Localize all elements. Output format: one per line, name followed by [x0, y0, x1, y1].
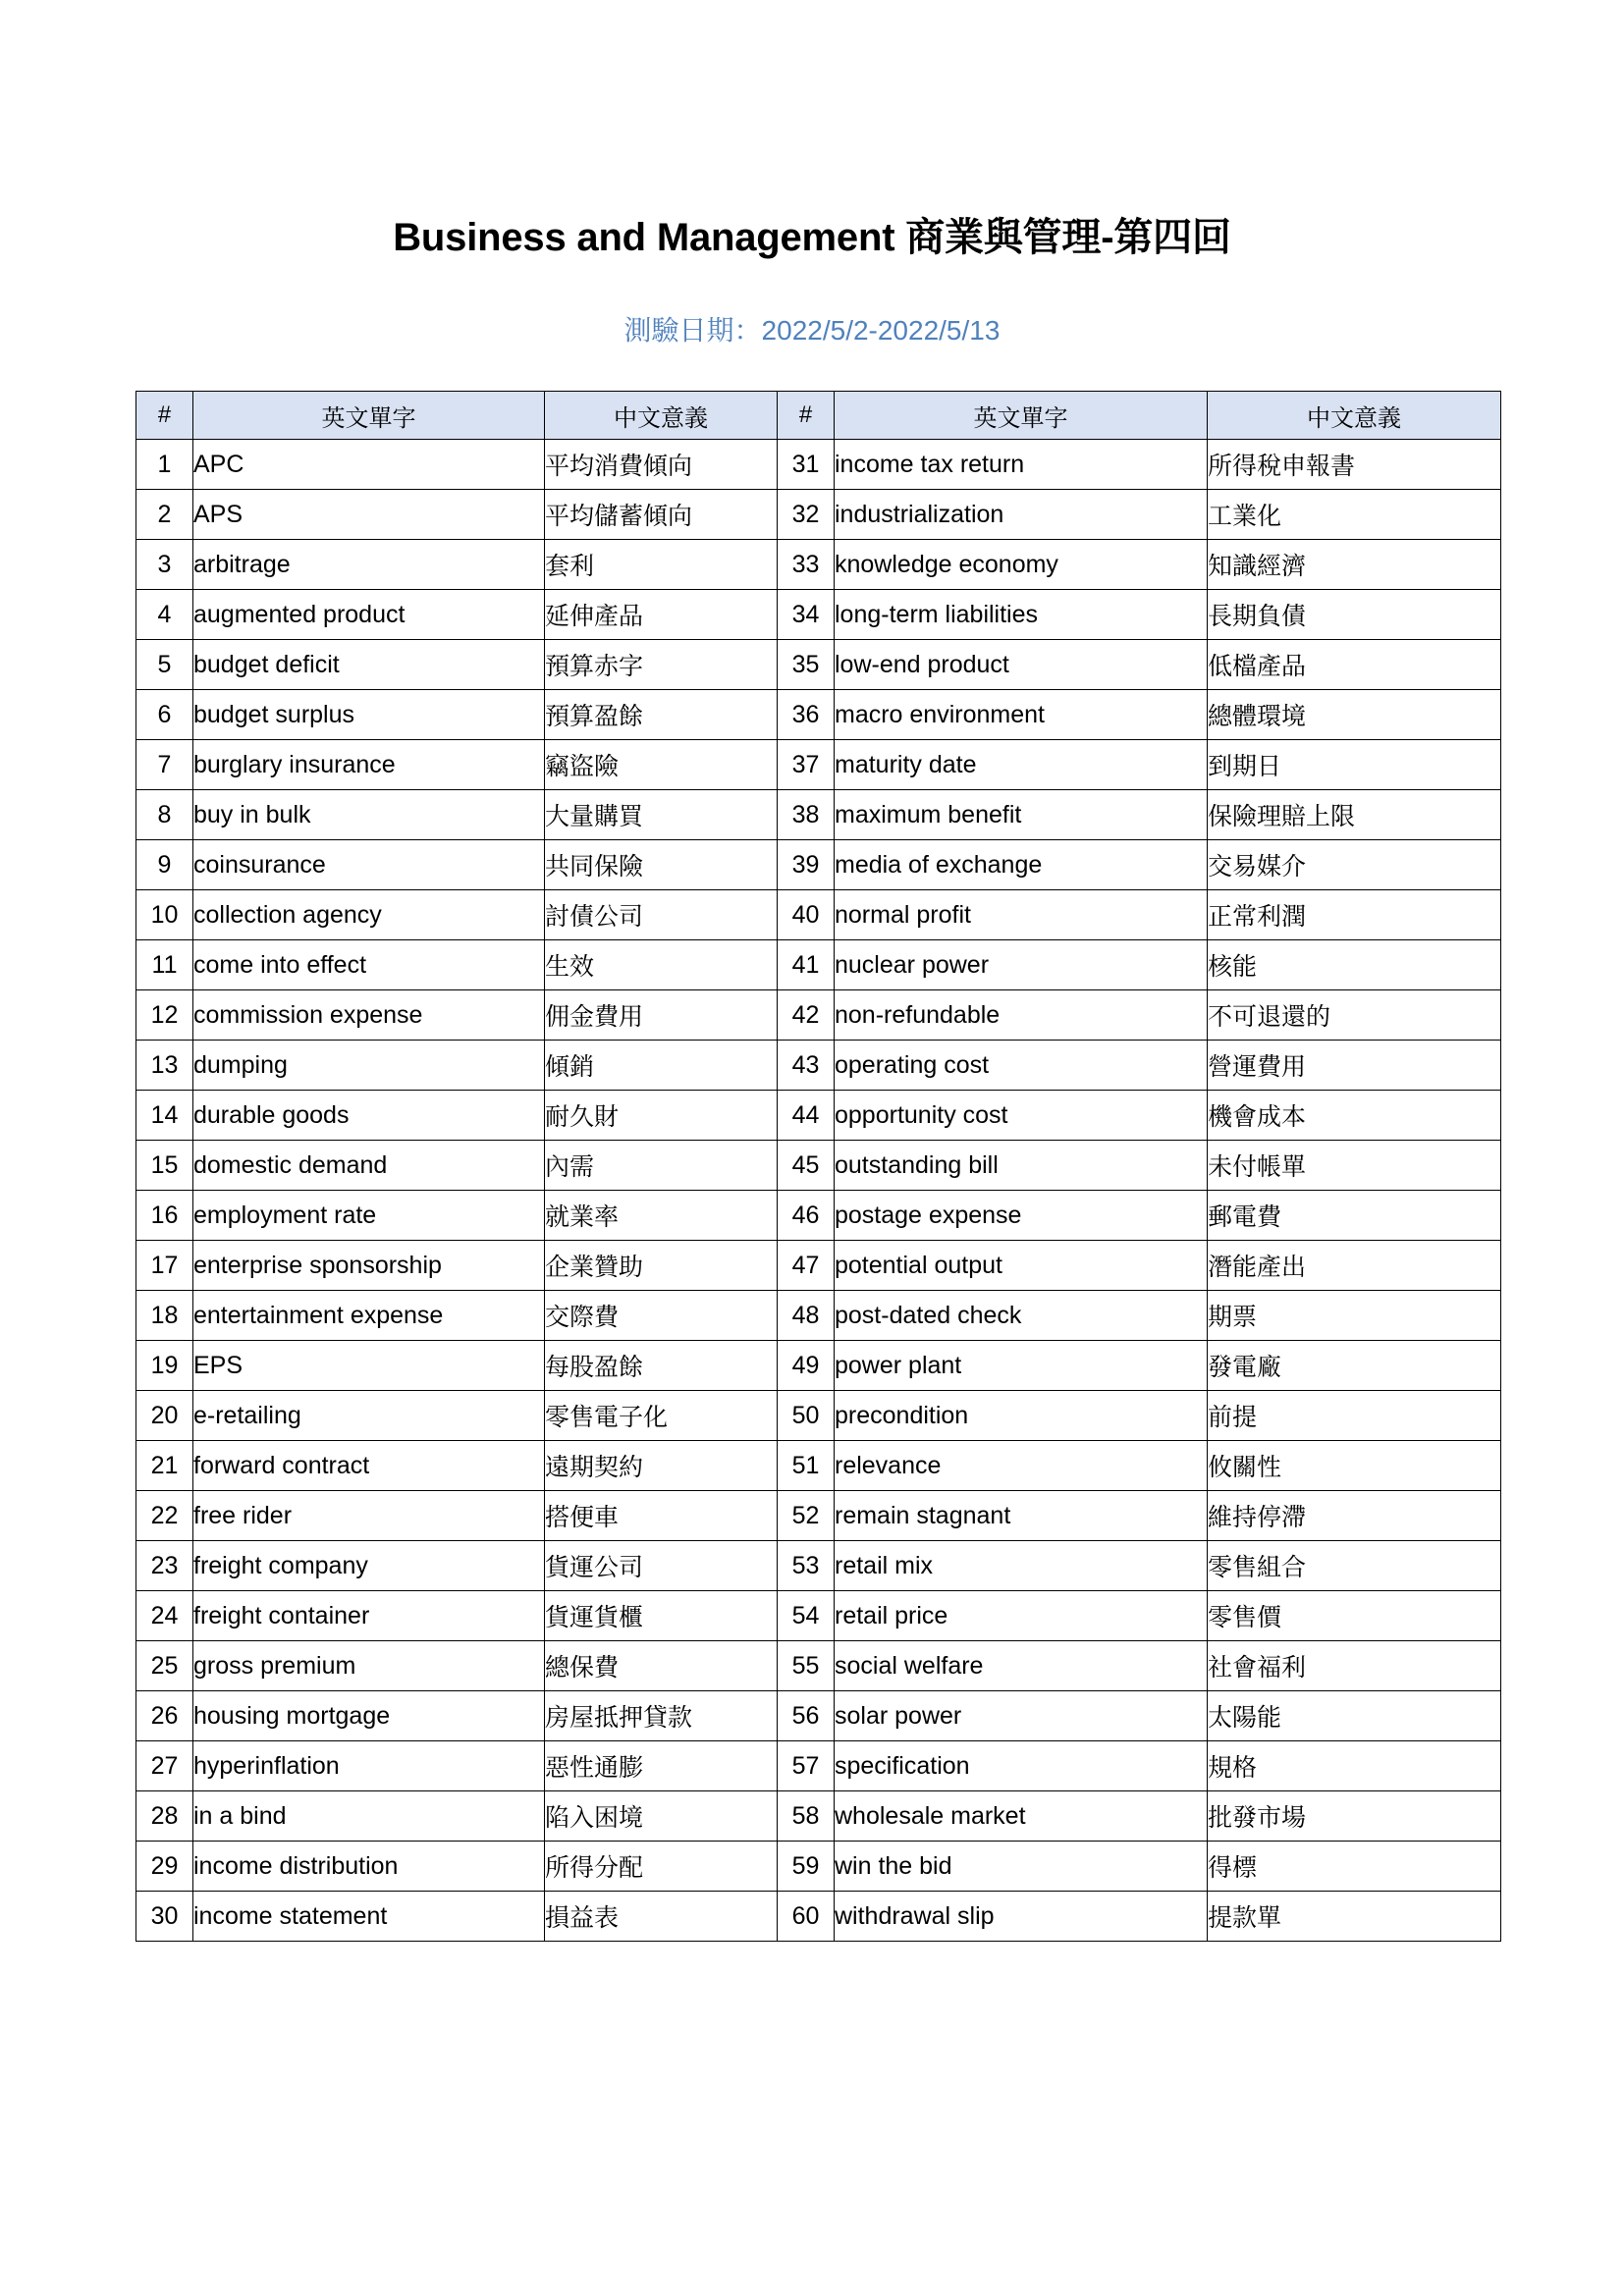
cell-index-right: 53	[778, 1541, 835, 1591]
cell-index-right: 36	[778, 690, 835, 740]
cell-index-left: 24	[136, 1591, 193, 1641]
cell-chinese-left: 每股盈餘	[545, 1341, 778, 1391]
cell-english-left: gross premium	[193, 1641, 545, 1691]
cell-chinese-left: 遠期契約	[545, 1441, 778, 1491]
cell-chinese-left: 企業贊助	[545, 1241, 778, 1291]
cell-english-right: maximum benefit	[835, 790, 1208, 840]
cell-english-right: withdrawal slip	[835, 1892, 1208, 1942]
cell-index-right: 56	[778, 1691, 835, 1741]
cell-index-right: 34	[778, 590, 835, 640]
cell-english-left: dumping	[193, 1041, 545, 1091]
column-header-index-right: #	[778, 392, 835, 440]
cell-english-left: burglary insurance	[193, 740, 545, 790]
table-row	[136, 790, 1501, 840]
cell-chinese-left: 傾銷	[545, 1041, 778, 1091]
cell-index-left: 3	[136, 540, 193, 590]
cell-english-left: entertainment expense	[193, 1291, 545, 1341]
cell-index-left: 13	[136, 1041, 193, 1091]
cell-chinese-right: 維持停滯	[1208, 1491, 1501, 1541]
cell-chinese-right: 所得稅申報書	[1208, 440, 1501, 490]
test-date-subtitle: 測驗日期：2022/5/2-2022/5/13	[623, 315, 1001, 346]
table-row	[136, 1892, 1501, 1942]
vocabulary-table	[135, 391, 1501, 1942]
cell-chinese-left: 就業率	[545, 1191, 778, 1241]
table-row	[136, 1141, 1501, 1191]
cell-english-right: opportunity cost	[835, 1091, 1208, 1141]
table-row	[136, 1491, 1501, 1541]
table-row	[136, 1391, 1501, 1441]
cell-english-left: employment rate	[193, 1191, 545, 1241]
cell-chinese-right: 攸關性	[1208, 1441, 1501, 1491]
cell-english-right: low-end product	[835, 640, 1208, 690]
cell-english-right: macro environment	[835, 690, 1208, 740]
table-row	[136, 940, 1501, 990]
cell-index-right: 60	[778, 1892, 835, 1942]
cell-index-left: 12	[136, 990, 193, 1041]
cell-index-right: 43	[778, 1041, 835, 1091]
cell-index-right: 51	[778, 1441, 835, 1491]
cell-index-right: 31	[778, 440, 835, 490]
cell-english-right: specification	[835, 1741, 1208, 1791]
cell-english-left: in a bind	[193, 1791, 545, 1842]
cell-chinese-right: 潛能產出	[1208, 1241, 1501, 1291]
cell-index-right: 58	[778, 1791, 835, 1842]
cell-english-left: commission expense	[193, 990, 545, 1041]
table-row	[136, 840, 1501, 890]
cell-index-left: 28	[136, 1791, 193, 1842]
cell-chinese-right: 總體環境	[1208, 690, 1501, 740]
table-row	[136, 490, 1501, 540]
table-row	[136, 890, 1501, 940]
cell-english-right: outstanding bill	[835, 1141, 1208, 1191]
table-row	[136, 590, 1501, 640]
cell-index-left: 21	[136, 1441, 193, 1491]
cell-index-right: 54	[778, 1591, 835, 1641]
cell-chinese-right: 正常利潤	[1208, 890, 1501, 940]
cell-chinese-left: 預算赤字	[545, 640, 778, 690]
cell-chinese-right: 交易媒介	[1208, 840, 1501, 890]
cell-index-left: 25	[136, 1641, 193, 1691]
cell-chinese-left: 討債公司	[545, 890, 778, 940]
cell-english-right: power plant	[835, 1341, 1208, 1391]
cell-index-right: 44	[778, 1091, 835, 1141]
cell-index-left: 27	[136, 1741, 193, 1791]
table-row	[136, 690, 1501, 740]
cell-chinese-right: 零售組合	[1208, 1541, 1501, 1591]
cell-chinese-right: 零售價	[1208, 1591, 1501, 1641]
cell-english-right: relevance	[835, 1441, 1208, 1491]
cell-index-left: 4	[136, 590, 193, 640]
cell-english-right: knowledge economy	[835, 540, 1208, 590]
cell-english-right: nuclear power	[835, 940, 1208, 990]
cell-english-right: non-refundable	[835, 990, 1208, 1041]
vocabulary-table-body	[136, 440, 1501, 1942]
cell-chinese-left: 大量購買	[545, 790, 778, 840]
cell-english-right: potential output	[835, 1241, 1208, 1291]
cell-chinese-left: 貨運貨櫃	[545, 1591, 778, 1641]
table-row	[136, 440, 1501, 490]
cell-index-left: 18	[136, 1291, 193, 1341]
cell-index-right: 46	[778, 1191, 835, 1241]
cell-chinese-left: 預算盈餘	[545, 690, 778, 740]
cell-chinese-right: 社會福利	[1208, 1641, 1501, 1691]
cell-english-left: free rider	[193, 1491, 545, 1541]
cell-english-right: operating cost	[835, 1041, 1208, 1091]
cell-chinese-right: 前提	[1208, 1391, 1501, 1441]
cell-chinese-left: 損益表	[545, 1892, 778, 1942]
cell-index-left: 14	[136, 1091, 193, 1141]
cell-index-left: 22	[136, 1491, 193, 1541]
cell-index-left: 6	[136, 690, 193, 740]
cell-chinese-right: 期票	[1208, 1291, 1501, 1341]
cell-chinese-left: 所得分配	[545, 1842, 778, 1892]
cell-english-right: postage expense	[835, 1191, 1208, 1241]
table-row	[136, 1591, 1501, 1641]
cell-index-left: 15	[136, 1141, 193, 1191]
cell-index-right: 48	[778, 1291, 835, 1341]
cell-english-left: income statement	[193, 1892, 545, 1942]
column-header-index-left: #	[136, 392, 193, 440]
cell-english-right: income tax return	[835, 440, 1208, 490]
cell-chinese-right: 到期日	[1208, 740, 1501, 790]
cell-english-left: domestic demand	[193, 1141, 545, 1191]
cell-chinese-right: 知識經濟	[1208, 540, 1501, 590]
cell-english-left: augmented product	[193, 590, 545, 640]
table-row	[136, 1241, 1501, 1291]
cell-english-left: APS	[193, 490, 545, 540]
cell-chinese-left: 總保費	[545, 1641, 778, 1691]
cell-index-right: 55	[778, 1641, 835, 1691]
cell-chinese-right: 批發市場	[1208, 1791, 1501, 1842]
cell-english-left: durable goods	[193, 1091, 545, 1141]
cell-english-right: normal profit	[835, 890, 1208, 940]
cell-english-left: APC	[193, 440, 545, 490]
cell-chinese-right: 太陽能	[1208, 1691, 1501, 1741]
column-header-english-right: 英文單字	[835, 392, 1208, 440]
vocabulary-table-container	[135, 391, 1500, 1942]
cell-chinese-left: 惡性通膨	[545, 1741, 778, 1791]
table-row	[136, 1091, 1501, 1141]
table-row	[136, 540, 1501, 590]
cell-chinese-left: 內需	[545, 1141, 778, 1191]
cell-index-right: 52	[778, 1491, 835, 1541]
cell-chinese-left: 生效	[545, 940, 778, 990]
cell-index-right: 57	[778, 1741, 835, 1791]
cell-english-right: win the bid	[835, 1842, 1208, 1892]
cell-english-right: precondition	[835, 1391, 1208, 1441]
table-row	[136, 1541, 1501, 1591]
cell-english-right: wholesale market	[835, 1791, 1208, 1842]
cell-index-left: 30	[136, 1892, 193, 1942]
cell-index-right: 37	[778, 740, 835, 790]
table-row	[136, 740, 1501, 790]
cell-index-left: 5	[136, 640, 193, 690]
cell-english-left: income distribution	[193, 1842, 545, 1892]
table-row	[136, 1291, 1501, 1341]
table-row	[136, 1842, 1501, 1892]
cell-index-left: 7	[136, 740, 193, 790]
table-row	[136, 1641, 1501, 1691]
cell-chinese-right: 提款單	[1208, 1892, 1501, 1942]
cell-english-left: coinsurance	[193, 840, 545, 890]
cell-index-right: 35	[778, 640, 835, 690]
cell-chinese-left: 搭便車	[545, 1491, 778, 1541]
cell-index-right: 50	[778, 1391, 835, 1441]
cell-english-right: industrialization	[835, 490, 1208, 540]
cell-english-left: hyperinflation	[193, 1741, 545, 1791]
cell-index-right: 49	[778, 1341, 835, 1391]
cell-chinese-right: 保險理賠上限	[1208, 790, 1501, 840]
cell-chinese-left: 陷入困境	[545, 1791, 778, 1842]
cell-chinese-left: 延伸產品	[545, 590, 778, 640]
cell-chinese-right: 機會成本	[1208, 1091, 1501, 1141]
cell-index-right: 42	[778, 990, 835, 1041]
cell-english-left: budget surplus	[193, 690, 545, 740]
cell-english-right: retail price	[835, 1591, 1208, 1641]
cell-english-left: collection agency	[193, 890, 545, 940]
cell-chinese-right: 發電廠	[1208, 1341, 1501, 1391]
cell-index-right: 59	[778, 1842, 835, 1892]
cell-chinese-right: 不可退還的	[1208, 990, 1501, 1041]
cell-english-left: forward contract	[193, 1441, 545, 1491]
cell-index-left: 17	[136, 1241, 193, 1291]
cell-english-right: long-term liabilities	[835, 590, 1208, 640]
cell-english-left: freight company	[193, 1541, 545, 1591]
cell-index-left: 16	[136, 1191, 193, 1241]
cell-chinese-left: 零售電子化	[545, 1391, 778, 1441]
cell-index-left: 10	[136, 890, 193, 940]
cell-chinese-left: 平均消費傾向	[545, 440, 778, 490]
cell-english-right: maturity date	[835, 740, 1208, 790]
table-row	[136, 1341, 1501, 1391]
cell-chinese-left: 竊盜險	[545, 740, 778, 790]
cell-chinese-left: 房屋抵押貸款	[545, 1691, 778, 1741]
table-row	[136, 1691, 1501, 1741]
cell-index-left: 29	[136, 1842, 193, 1892]
cell-index-right: 32	[778, 490, 835, 540]
cell-index-right: 41	[778, 940, 835, 990]
cell-english-right: solar power	[835, 1691, 1208, 1741]
cell-english-left: housing mortgage	[193, 1691, 545, 1741]
cell-index-right: 38	[778, 790, 835, 840]
cell-index-left: 26	[136, 1691, 193, 1741]
column-header-chinese-right: 中文意義	[1208, 392, 1501, 440]
cell-english-right: media of exchange	[835, 840, 1208, 890]
cell-index-right: 45	[778, 1141, 835, 1191]
cell-english-left: freight container	[193, 1591, 545, 1641]
cell-chinese-right: 郵電費	[1208, 1191, 1501, 1241]
cell-chinese-left: 耐久財	[545, 1091, 778, 1141]
cell-index-right: 40	[778, 890, 835, 940]
column-header-english-left: 英文單字	[193, 392, 545, 440]
cell-chinese-right: 核能	[1208, 940, 1501, 990]
cell-index-left: 11	[136, 940, 193, 990]
table-row	[136, 1191, 1501, 1241]
cell-english-right: retail mix	[835, 1541, 1208, 1591]
cell-index-left: 19	[136, 1341, 193, 1391]
cell-chinese-left: 套利	[545, 540, 778, 590]
table-row	[136, 640, 1501, 690]
cell-index-right: 33	[778, 540, 835, 590]
cell-chinese-left: 佣金費用	[545, 990, 778, 1041]
table-row	[136, 1741, 1501, 1791]
table-row	[136, 1441, 1501, 1491]
cell-chinese-right: 未付帳單	[1208, 1141, 1501, 1191]
table-row	[136, 990, 1501, 1041]
cell-chinese-right: 低檔產品	[1208, 640, 1501, 690]
cell-english-left: enterprise sponsorship	[193, 1241, 545, 1291]
cell-chinese-right: 工業化	[1208, 490, 1501, 540]
cell-english-left: buy in bulk	[193, 790, 545, 840]
cell-chinese-left: 交際費	[545, 1291, 778, 1341]
column-header-chinese-left: 中文意義	[545, 392, 778, 440]
cell-index-left: 20	[136, 1391, 193, 1441]
cell-english-left: arbitrage	[193, 540, 545, 590]
cell-index-right: 39	[778, 840, 835, 890]
cell-english-right: remain stagnant	[835, 1491, 1208, 1541]
cell-chinese-right: 得標	[1208, 1842, 1501, 1892]
cell-chinese-left: 貨運公司	[545, 1541, 778, 1591]
cell-english-left: come into effect	[193, 940, 545, 990]
cell-chinese-right: 營運費用	[1208, 1041, 1501, 1091]
cell-index-left: 2	[136, 490, 193, 540]
cell-english-left: EPS	[193, 1341, 545, 1391]
table-header-row	[136, 392, 1501, 440]
cell-english-right: post-dated check	[835, 1291, 1208, 1341]
cell-index-left: 8	[136, 790, 193, 840]
table-row	[136, 1791, 1501, 1842]
cell-chinese-left: 平均儲蓄傾向	[545, 490, 778, 540]
cell-chinese-right: 長期負債	[1208, 590, 1501, 640]
table-row	[136, 1041, 1501, 1091]
cell-index-right: 47	[778, 1241, 835, 1291]
cell-index-left: 9	[136, 840, 193, 890]
page-title: Business and Management 商業與管理-第四回	[393, 216, 1231, 259]
cell-index-left: 1	[136, 440, 193, 490]
cell-english-right: social welfare	[835, 1641, 1208, 1691]
cell-english-left: budget deficit	[193, 640, 545, 690]
cell-chinese-right: 規格	[1208, 1741, 1501, 1791]
cell-english-left: e-retailing	[193, 1391, 545, 1441]
cell-index-left: 23	[136, 1541, 193, 1591]
cell-chinese-left: 共同保險	[545, 840, 778, 890]
